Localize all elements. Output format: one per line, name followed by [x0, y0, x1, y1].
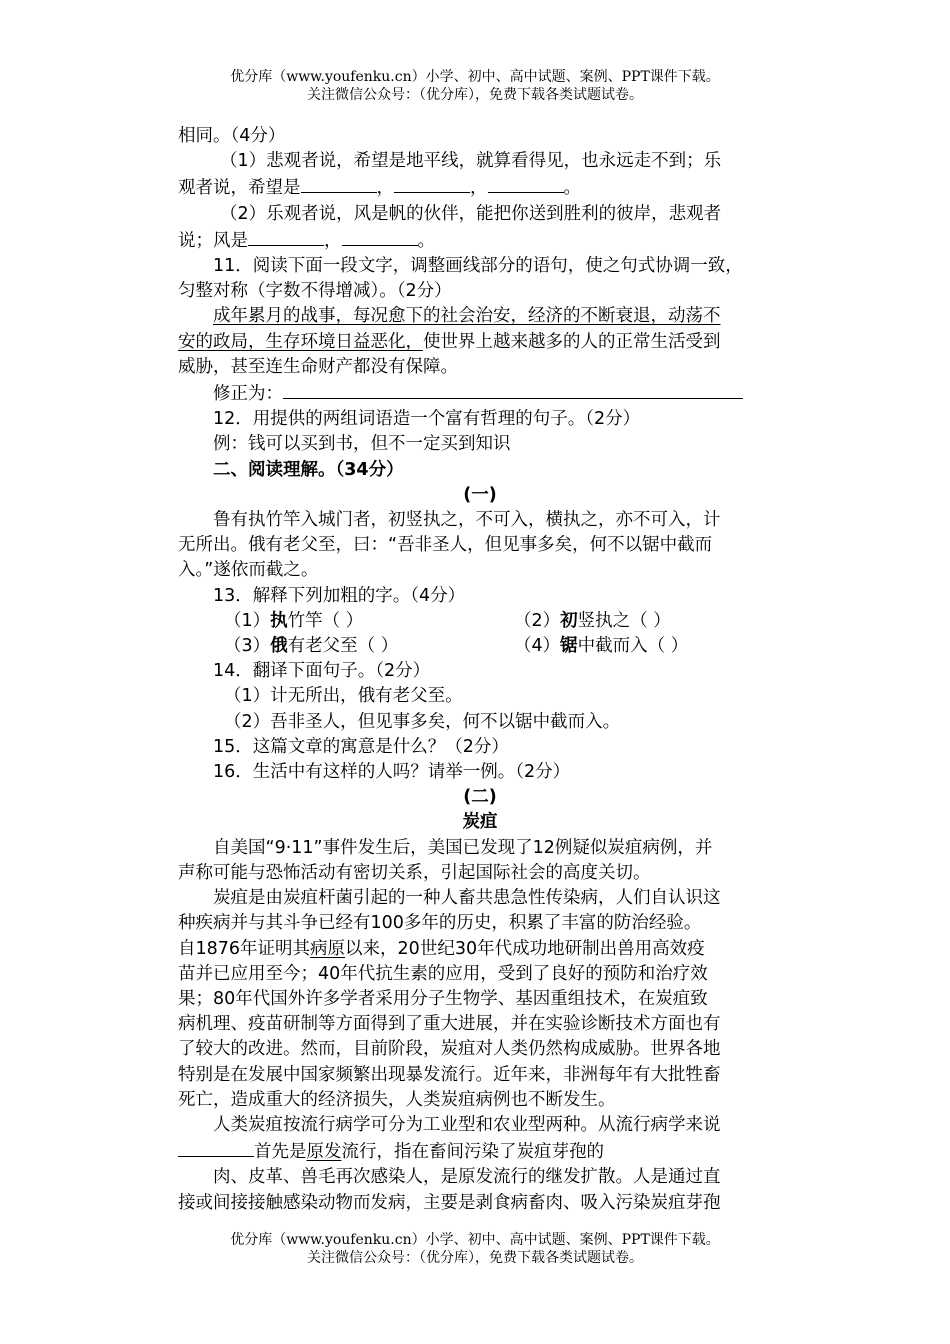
q10-part1-line1: （1）悲观者说，希望是地平线，就算看得见，也永远走不到；乐 [220, 151, 722, 172]
comma: ， [324, 230, 342, 251]
underlined-text: 成年累月的战事，每况愈下的社会治安，经济的不断衰退，动荡不 [213, 306, 721, 327]
q11-line3 [178, 330, 782, 355]
q10-continuation: 相同。（4分） [178, 126, 286, 146]
article-line: 病机理、疫苗研制等方面得到了重大进展，并在实验诊断技术方面也有 [178, 1014, 721, 1035]
item-number: （2） [514, 610, 561, 631]
page-header [0, 68, 950, 104]
underlined-text: 原发 [306, 1142, 342, 1163]
period: 。 [563, 178, 581, 199]
q11-fix-line [178, 380, 782, 407]
q13-item-2 [514, 609, 671, 634]
q13-item-1 [224, 609, 514, 634]
article-line: 声称可能与恐怖活动有密切关系，引起国际社会的高度关切。 [178, 862, 651, 883]
text-span: 首先是 [254, 1142, 307, 1163]
underlined-text: 安的政局，生存环境日益恶化， [178, 331, 423, 352]
article-line: 特别是在发展中国家频繁出现暴发流行。近年来，非洲每年有大批牲畜 [178, 1064, 721, 1085]
item-text: 竹竿（ ） [287, 610, 364, 631]
q14-sentence-1: （1）计无所出，俄有老父至。 [224, 686, 463, 707]
text-span: 流行，指在畜间污染了炭疽芽孢的 [341, 1142, 604, 1163]
section2-title: 二、阅读理解。（34分） [213, 459, 404, 480]
article-title: 炭疽 [462, 812, 498, 833]
article-line: 人类炭疽按流行病学可分为工业型和农业型两种。从流行病学来说 [213, 1114, 721, 1135]
part2-title: (二) [463, 787, 497, 808]
comma: ， [470, 178, 488, 199]
answer-blank[interactable] [178, 1138, 254, 1157]
q11-line3-rest: 使世界上越来越多的人的正常生活受到 [423, 331, 721, 352]
q13-item-4 [514, 634, 688, 659]
article-line: 炭疽是由炭疽杆菌引起的一种人畜共患急性传染病，人们自认识这 [213, 888, 721, 909]
header-line-1: 优分库（www.youfenku.cn）小学、初中、高中试题、案例、PPT课件下载。 [230, 69, 720, 85]
bold-char: 俄 [270, 636, 288, 657]
fix-label: 修正为： [213, 384, 283, 405]
document-body [178, 124, 782, 1216]
q14-sentence-2: （2）吾非圣人，但见事多矣，何不以锯中截而入。 [224, 711, 621, 732]
article-line: 死亡，造成重大的经济损失，人类炭疽病例也不断发生。 [178, 1089, 616, 1110]
q10-part2-prefix: 说；风是 [178, 230, 248, 251]
q16: 16．生活中有这样的人吗？请举一例。（2分） [213, 762, 571, 783]
q10-part1-prefix: 观者说，希望是 [178, 178, 301, 199]
q13-item-3 [224, 634, 514, 659]
article-line: 果；80年代国外许多学者采用分子生物学、基因重组技术，在炭疽致 [178, 988, 708, 1009]
q15: 15．这篇文章的寓意是什么？（2分） [213, 736, 509, 757]
item-number: （3） [224, 636, 271, 657]
q12-example: 例：钱可以买到书，但不一定买到知识 [213, 434, 511, 455]
bold-char: 执 [270, 610, 288, 631]
answer-blank[interactable] [342, 227, 418, 246]
q14-title: 14．翻译下面句子。（2分） [213, 661, 431, 682]
answer-blank[interactable] [488, 174, 564, 193]
text-span: 自1876年证明其 [178, 938, 311, 959]
page-footer [0, 1231, 950, 1267]
q13-row2 [178, 634, 782, 659]
article-line [178, 937, 782, 962]
item-number: （1） [224, 610, 271, 631]
article-line: 种疾病并与其斗争已经有100多年的历史，积累了丰富的防治经验。 [178, 913, 702, 934]
article-line: 苗并已应用至今；40年代抗生素的应用，受到了良好的预防和治疗效 [178, 963, 708, 984]
footer-line-1: 优分库（www.youfenku.cn）小学、初中、高中试题、案例、PPT课件下载。 [230, 1232, 720, 1248]
q11-line2: 匀整对称（字数不得增减）。（2分） [178, 281, 452, 302]
article-line: 接或间接接触感染动物而发病，主要是剥食病畜肉、吸入污染炭疽芽孢 [178, 1192, 721, 1213]
q13-row1 [178, 609, 782, 634]
item-text: 竖执之（ ） [577, 610, 671, 631]
period: 。 [417, 230, 435, 251]
answer-blank[interactable] [248, 227, 324, 246]
item-text: 中截而入（ ） [577, 636, 689, 657]
q11-line4: 威胁，甚至连生命财产都没有保障。 [178, 356, 458, 377]
q11-underlined-1 [178, 304, 782, 329]
article-line: 肉、皮革、兽毛再次感染人，是原发流行的继发扩散。人是通过直 [213, 1167, 721, 1188]
q13-title: 13．解释下列加粗的字。（4分） [213, 585, 466, 606]
q12-line1: 12．用提供的两组词语造一个富有哲理的句子。（2分） [213, 409, 641, 430]
footer-line-2: 关注微信公众号：（优分库），免费下载各类试题试卷。 [307, 1250, 643, 1266]
bold-char: 初 [560, 610, 578, 631]
fix-answer-blank[interactable] [283, 380, 743, 399]
article-line: 了较大的改进。然而，目前阶段，炭疽对人类仍然构成威胁。世界各地 [178, 1039, 721, 1060]
passage1-line2: 无所出。俄有老父至，曰：“吾非圣人，但见事多矣，何不以锯中截而 [178, 535, 713, 556]
part1-title: (一) [463, 484, 497, 505]
passage1-line3: 入。”遂依而截之。 [178, 560, 319, 581]
article-line [178, 1138, 782, 1165]
article-line: 自美国“9·11”事件发生后，美国已发现了12例疑似炭疽病例，并 [213, 837, 713, 858]
item-number: （4） [514, 636, 561, 657]
q11-line1: 11．阅读下面一段文字，调整画线部分的语句，使之句式协调一致， [213, 256, 743, 277]
q10-part2-line2 [178, 227, 782, 254]
comma: ， [376, 178, 394, 199]
item-text: 有老父至（ ） [287, 636, 399, 657]
bold-char: 锯 [560, 636, 578, 657]
q10-part1-line2 [178, 174, 782, 201]
q10-part2-line1: （2）乐观者说，风是帆的伙伴，能把你送到胜利的彼岸，悲观者 [220, 203, 722, 224]
underlined-text: 病原 [310, 938, 346, 959]
answer-blank[interactable] [301, 174, 377, 193]
text-span: 以来，20世纪30年代成功地研制出兽用高效疫 [345, 938, 705, 959]
header-line-2: 关注微信公众号：（优分库），免费下载各类试题试卷。 [307, 87, 643, 103]
passage1-line1: 鲁有执竹竿入城门者，初竖执之，不可入，横执之，亦不可入，计 [213, 510, 721, 531]
answer-blank[interactable] [394, 174, 470, 193]
